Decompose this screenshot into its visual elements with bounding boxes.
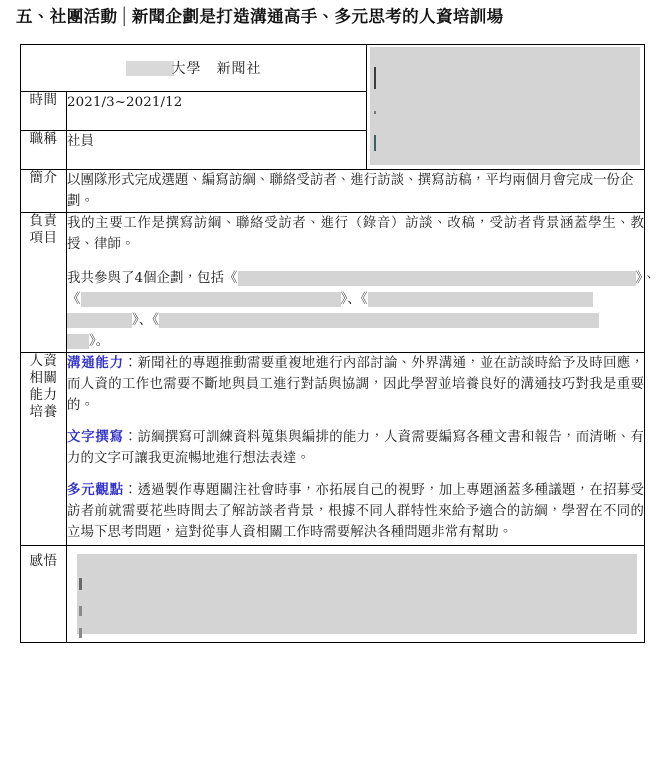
table-row-skills (21, 353, 645, 546)
row-label-position: 職稱 (21, 131, 67, 170)
organization-header-cell (21, 45, 367, 92)
title-headline: 新聞企劃是打造溝通高手、多元思考的人資培訓場 (131, 7, 504, 26)
duties-projects-list (67, 268, 656, 352)
separator-3: 、 (138, 313, 153, 328)
redaction-artifact (79, 606, 82, 616)
organization-name-redaction (126, 61, 174, 76)
row-value-position: 社員 (67, 131, 367, 170)
title-section: 五、社團活動 (16, 7, 118, 26)
row-label-duties (21, 213, 67, 353)
skill-paragraph-writing (67, 427, 644, 469)
skill-paragraph-perspective (67, 480, 644, 543)
bracket-open-4: 《 (152, 313, 160, 328)
row-value-duties (67, 213, 656, 353)
project-line-1 (67, 268, 656, 289)
redaction-artifact (374, 67, 376, 89)
bracket-open-3: 《 (360, 292, 368, 307)
skill-colon-1: ： (123, 356, 138, 371)
table-row-reflection (21, 546, 645, 643)
photo-redaction-cell (367, 45, 645, 170)
table-row-duties (21, 213, 645, 353)
skill-text-communication: 新聞社的專題推動需要重複地進行內部討論、外界溝通，並在訪談時給予及時回應，而人資的工作也需要不斷地與員工進行對話與協調，因此學習並培養良好的溝通技巧對我是重要的。 (67, 356, 644, 413)
skill-paragraph-communication (67, 353, 644, 416)
row-label-time: 時間 (21, 92, 67, 131)
row-value-skills (67, 353, 645, 546)
table-row-organization (21, 45, 645, 92)
project-line-2 (67, 289, 644, 310)
row-value-reflection (67, 546, 645, 643)
page-title (16, 4, 646, 30)
row-label-skills-line3: 能力 (29, 387, 58, 403)
row-label-duties-line1: 負責 (29, 213, 58, 229)
project-title-redaction-4b (67, 334, 89, 349)
row-label-skills-line4: 培養 (29, 404, 58, 420)
skill-text-writing: 訪綱撰寫可訓練資料蒐集與編排的能力，人資需要編寫各種文書和報告，而清晰、有力的文字可讓我更流暢地進行想法表達。 (67, 430, 644, 466)
duties-paragraph-main: 我的主要工作是撰寫訪綱、聯絡受訪者、進行（錄音）訪談、改稿，受訪者背景涵蓋學生、教授、律師。 (67, 216, 644, 252)
projects-lead-text: 我共參與了4個企劃，包括《 (67, 271, 238, 286)
redaction-artifact (79, 628, 82, 638)
row-label-skills-line1: 人資 (29, 353, 58, 369)
redaction-artifact (79, 578, 82, 590)
project-title-redaction-1 (238, 271, 636, 286)
row-label-skills (21, 353, 67, 546)
row-label-intro: 簡介 (21, 170, 67, 213)
skill-term-communication: 溝通能力 (67, 355, 124, 371)
reflection-redaction-block (77, 554, 637, 634)
skill-colon-2: ： (123, 430, 138, 445)
table-row-intro (21, 170, 645, 213)
row-label-skills-line2: 相關 (29, 370, 58, 386)
projects-closing: 》。 (89, 334, 110, 349)
row-label-reflection: 感悟 (21, 546, 67, 643)
redaction-artifact (374, 111, 376, 114)
skill-colon-3: ： (123, 483, 138, 498)
row-label-duties-line2: 項目 (29, 230, 58, 246)
skill-term-writing: 文字撰寫 (67, 429, 124, 445)
separator-2: 、 (347, 292, 361, 307)
bracket-open-2: 《 (67, 292, 81, 307)
photo-redaction-block (370, 47, 640, 165)
row-value-intro: 以團隊形式完成選題、編寫訪綱、聯絡受訪者、進行訪談、撰寫訪稿，平均兩個月會完成一份企劃。 (67, 170, 645, 213)
project-title-redaction-3a (368, 292, 593, 307)
title-separator: │ (119, 7, 130, 26)
project-line-3 (67, 310, 644, 331)
bracket-close-1: 》 (635, 271, 643, 286)
redaction-artifact (374, 135, 376, 151)
activity-table (20, 44, 656, 643)
project-title-redaction-3b (67, 313, 132, 328)
bracket-close-3: 》 (132, 313, 139, 328)
skill-text-perspective: 透過製作專題關注社會時事，亦拓展自己的視野，加上專題涵蓋多種議題，在招募受訪者前就需要花些時間去了解訪談者背景，根據不同人群特性來給予適合的訪綱，學習在不同的立場下思考問題，這對從事人資相關工作時需要解決各種問題非常有幫助。 (67, 483, 644, 540)
skill-term-perspective: 多元觀點 (67, 482, 124, 498)
project-title-redaction-2 (81, 292, 341, 307)
separator-1: 、 (642, 271, 656, 286)
organization-name: 大學 新聞社 (171, 61, 262, 77)
bracket-close-2: 》 (340, 292, 348, 307)
project-line-4 (67, 331, 644, 352)
project-title-redaction-4a (159, 313, 599, 328)
row-value-time: 2021/3~2021/12 (67, 92, 367, 131)
